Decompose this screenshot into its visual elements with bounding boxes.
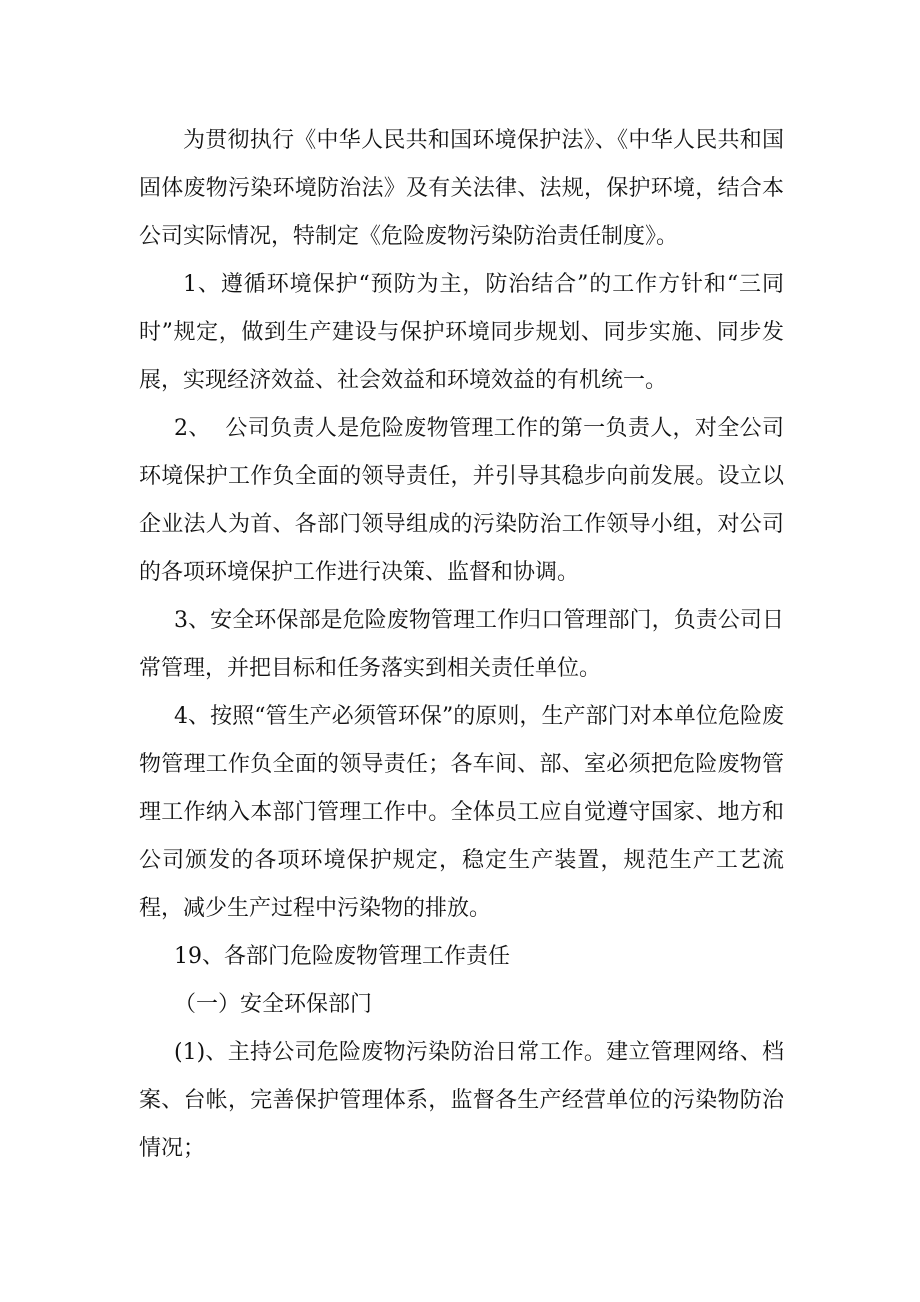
document-body bbox=[139, 117, 784, 1173]
item-1-paragraph: (1)、主持公司危险废物污染防治日常工作。建立管理网络、档案、台帐，完善保护管理体系，监督各生产经营单位的污染物防治情况； bbox=[139, 1040, 784, 1161]
intro-paragraph: 为贯彻执行《中华人民共和国环境保护法》、《中华人民共和国固体废物污染环境防治法》及有关法律、法规，保护环境，结合本公司实际情况，特制定《危险废物污染防治责任制度》。 bbox=[139, 128, 784, 249]
clause-4-paragraph: 4、按照“管生产必须管环保”的原则，生产部门对本单位危险废物管理工作负全面的领导责任；各车间、部、室必须把危险废物管理工作纳入本部门管理工作中。全体员工应自觉遵守国家、地方和公司颁发的各项环境保护规定，稳定生产装置，规范生产工艺流程，减少生产过程中污染物的排放。 bbox=[139, 704, 784, 921]
clause-1-paragraph: 1、遵循环境保护“预防为主，防治结合”的工作方针和“三同时”规定，做到生产建设与保护环境同步规划、同步实施、同步发展，实现经济效益、社会效益和环境效益的有机统一。 bbox=[139, 272, 784, 393]
subsection-1-heading: （一）安全环保部门 bbox=[174, 992, 373, 1017]
clause-2-paragraph: 2、 公司负责人是危险废物管理工作的第一负责人，对全公司环境保护工作负全面的领导责任，并引导其稳步向前发展。设立以企业法人为首、各部门领导组成的污染防治工作领导小组，对公司的各项环境保护工作进行决策、监督和协调。 bbox=[139, 416, 784, 585]
section-19-heading: 19、各部门危险废物管理工作责任 bbox=[174, 944, 510, 969]
clause-3-paragraph: 3、安全环保部是危险废物管理工作归口管理部门，负责公司日常管理，并把目标和任务落实到相关责任单位。 bbox=[139, 608, 784, 681]
